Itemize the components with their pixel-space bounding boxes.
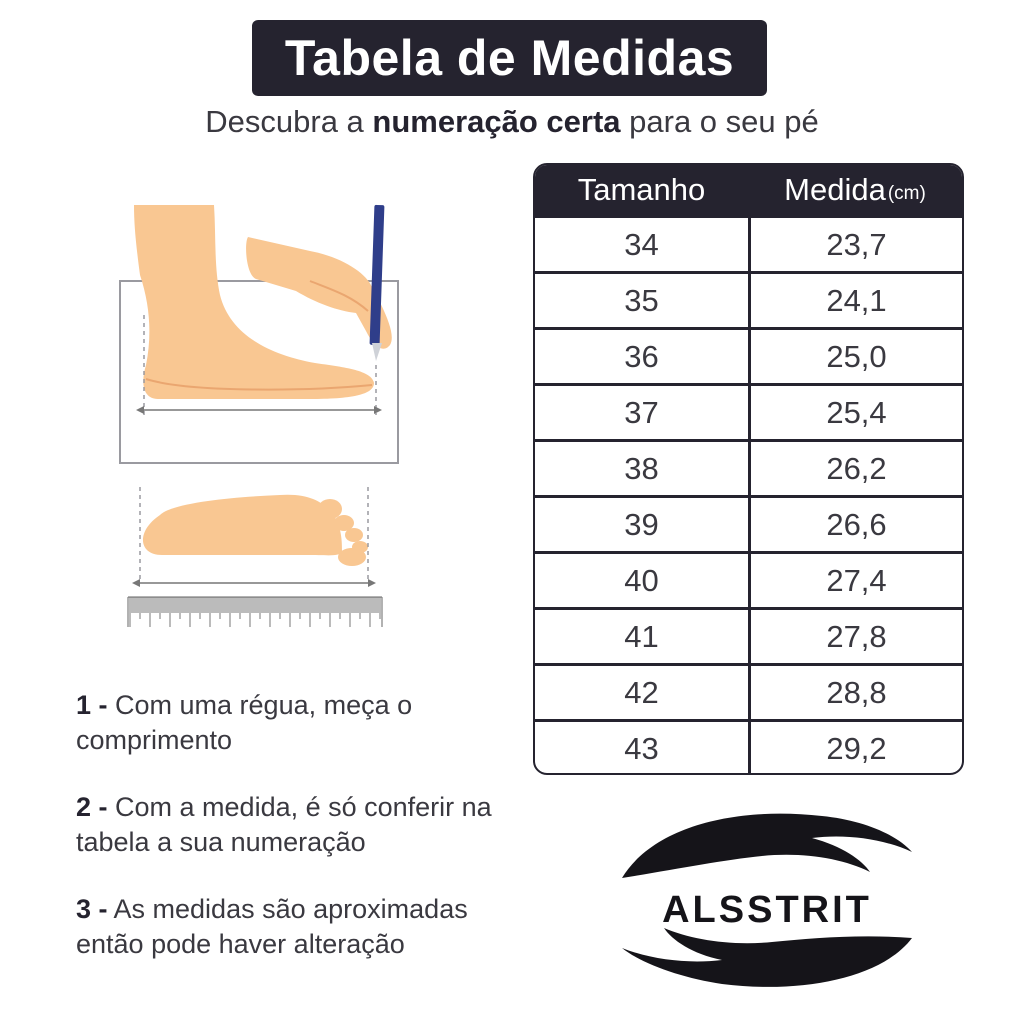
table-row [535,719,962,775]
size-cell: 37 [535,386,751,439]
measure-cell: 23,7 [826,226,887,262]
size-cell: 41 [535,610,751,663]
header-measure-unit: (cm) [887,183,926,204]
brand-logo [612,808,922,988]
table-row [535,663,962,719]
size-cell: 43 [535,722,751,775]
size-cell: 40 [535,554,751,607]
measure-cell: 25,0 [826,338,887,374]
step-number: 3 - [76,894,108,924]
table-row [535,495,962,551]
subtitle-post: para o seu pé [620,104,819,139]
measure-cell: 26,2 [826,450,887,486]
table-row [535,551,962,607]
table-row [535,271,962,327]
page-title: Tabela de Medidas [284,30,735,86]
table-row [535,215,962,271]
size-cell: 34 [535,218,751,271]
step-text: As medidas são aproximadas então pode haver alteração [76,894,468,959]
subtitle-bold: numeração certa [372,104,621,139]
table-row [535,327,962,383]
table-row [535,607,962,663]
measure-cell: 28,8 [826,674,887,710]
step-3 [76,892,526,962]
measure-cell: 24,1 [826,282,887,318]
logo-text: ALSSTRIT [662,889,872,931]
step-1 [76,688,526,758]
step-text: Com a medida, é só conferir na tabela a sua numeração [76,792,492,857]
foot-measuring-illustration [110,195,410,635]
title-banner [252,20,767,96]
table-row [535,439,962,495]
size-cell: 42 [535,666,751,719]
subtitle [0,104,1024,140]
measure-cell: 29,2 [826,730,887,766]
measure-cell: 27,4 [826,562,887,598]
table-row [535,383,962,439]
measure-cell: 27,8 [826,618,887,654]
subtitle-pre: Descubra a [205,104,373,139]
table-header [535,165,962,215]
measure-cell: 26,6 [826,506,887,542]
step-number: 1 - [76,690,108,720]
header-measure [748,165,962,215]
step-text: Com uma régua, meça o comprimento [76,690,413,755]
measure-cell: 25,4 [826,394,887,430]
size-cell: 38 [535,442,751,495]
step-number: 2 - [76,792,108,822]
size-cell: 39 [535,498,751,551]
size-cell: 35 [535,274,751,327]
instructions [76,688,526,994]
size-table [533,163,964,775]
size-cell: 36 [535,330,751,383]
header-measure-label: Medida [784,172,886,207]
step-2 [76,790,526,860]
header-size: Tamanho [577,172,706,207]
